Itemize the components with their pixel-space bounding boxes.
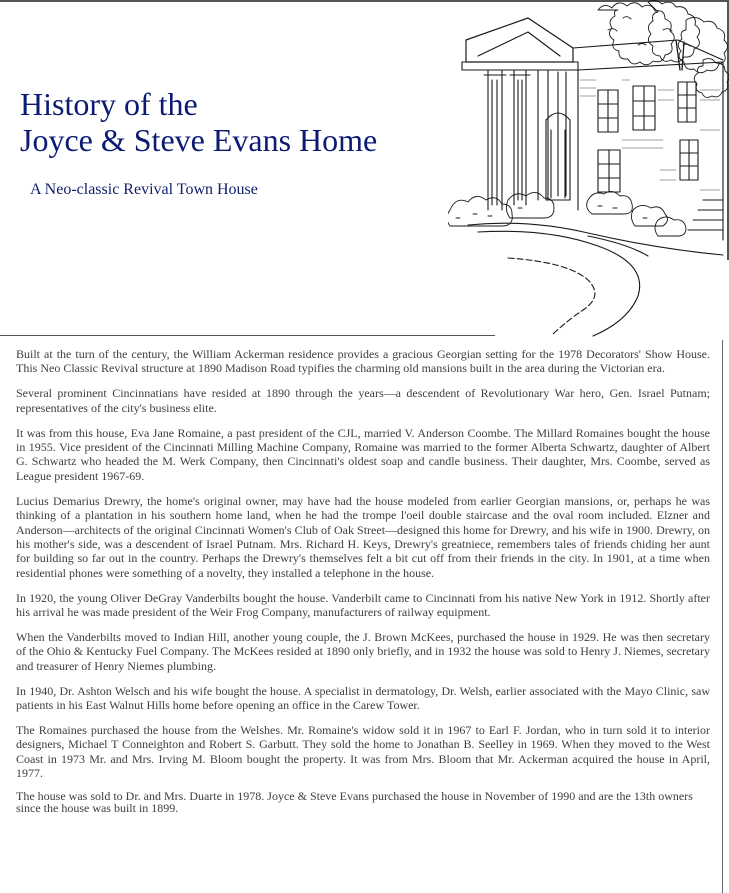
portico-columns [484,70,566,210]
paragraph-mckees: When the Vanderbilts moved to Indian Hill, another young couple, the J. Brown McKees, purchased the house in 1929. He was then secretary of the Ohio & Kentucky Fuel Company. The McKees resided at 1890 only briefly, and in 1932 the house was sold to Henry J. Niemes, secretary and treasurer of Henry Niemes plumbing. [16,630,710,673]
tree-foliage [598,0,729,97]
paragraph-vanderbilts: In 1920, the young Oliver DeGray Vanderbilts bought the house. Vanderbilt came to Cincinnati from his native New York in 1912. Shortly after his arrival he was made president of the Weir Frog Company, manufacturers of railway equipment. [16,590,710,620]
house-windows [598,82,698,192]
front-shrubs [448,191,686,236]
title-line-1: History of the [20,86,198,122]
page-title [20,86,377,158]
brick-texture [580,80,720,190]
paragraph-welsch: In 1940, Dr. Ashton Welsch and his wife bought the house. A specialist in dermatology, Dr. Welsh, earlier associated with the Mayo Clinic, saw patients in his East Walnut Hills home before opening an office in the Carew Tower. [16,683,710,713]
paragraph-drewry: Lucius Demarius Drewry, the home's original owner, may have had the house modeled from earlier Georgian mansions, or, perhaps he was thinking of a plantation in his southern home land, when he had the trompe l'oeil double staircase and the oval room included. Elzner and Anderson—architects of the original Cincinnati Women's Club of Oak Street—designed this home for Drewry, and his wife in 1900. Drewry, on his mother's side, was a descendent of Israel Putnam. Mrs. Richard H. Keys, Drewry's greatniece, remembers tales of friends chiding her aunt for building so far out in the country. Perhaps the Drewry's themselves felt a bit cut off from their friends in the city. In 1901, at a time when residential phones were something of a novelty, they installed a telephone in the house. [16,493,710,580]
curving-walkway [468,223,723,336]
history-text-body [16,347,710,825]
paragraph-evans-purchase: The house was sold to Dr. and Mrs. Duarte in 1978. Joyce & Steve Evans purchased the house in November of 1990 and are the 13th owners since the house was built in 1899. [16,789,693,815]
paragraph-ackerman-residence: Built at the turn of the century, the William Ackerman residence provides a gracious Georgian setting for the 1978 Decorators' Show House. This Neo Classic Revival structure at 1890 Madison Road typifies the charming old mansions built in the area during the Victorian era. [16,347,710,376]
right-border-rule-body [722,340,723,893]
header-divider-rule [0,335,495,336]
paragraph-later-owners: The Romaines purchased the house from the Welshes. Mr. Romaine's widow sold it in 1967 to Earl F. Jordan, who in turn sold it to interior designers, Michael T Conneighton and Robert S. Garbutt. They sold the home to Jonathan B. Seelley in 1969. When they moved to the West Coast in 1973 Mr. and Mrs. Irving M. Bloom bought the property. It was from Mrs. Bloom that Mr. Ackerman acquired the house in April, 1977. [16,723,710,781]
title-line-2: Joyce & Steve Evans Home [20,122,378,158]
page-subtitle: A Neo-classic Revival Town House [30,181,258,198]
house-sketch-illustration [448,0,729,340]
paragraph-prominent-residents: Several prominent Cincinnatians have resided at 1890 through the years—a descendent of Revolutionary War hero, Gen. Israel Putnam; representatives of the city's business elite. [16,386,710,415]
paragraph-romaine: It was from this house, Eva Jane Romaine, a past president of the CJL, married V. Anderson Coombe. The Millard Romaines bought the house in 1955. Vice president of the Cincinnati Milling Machine Company, Romaine was married to the former Alberta Schwartz, daughter of Albert G. Schwartz who headed the M. Werk Company, then Cincinnati's oldest soap and candle business. Their daughter, Mrs. Coombe, served as League president 1967-69. [16,425,710,483]
